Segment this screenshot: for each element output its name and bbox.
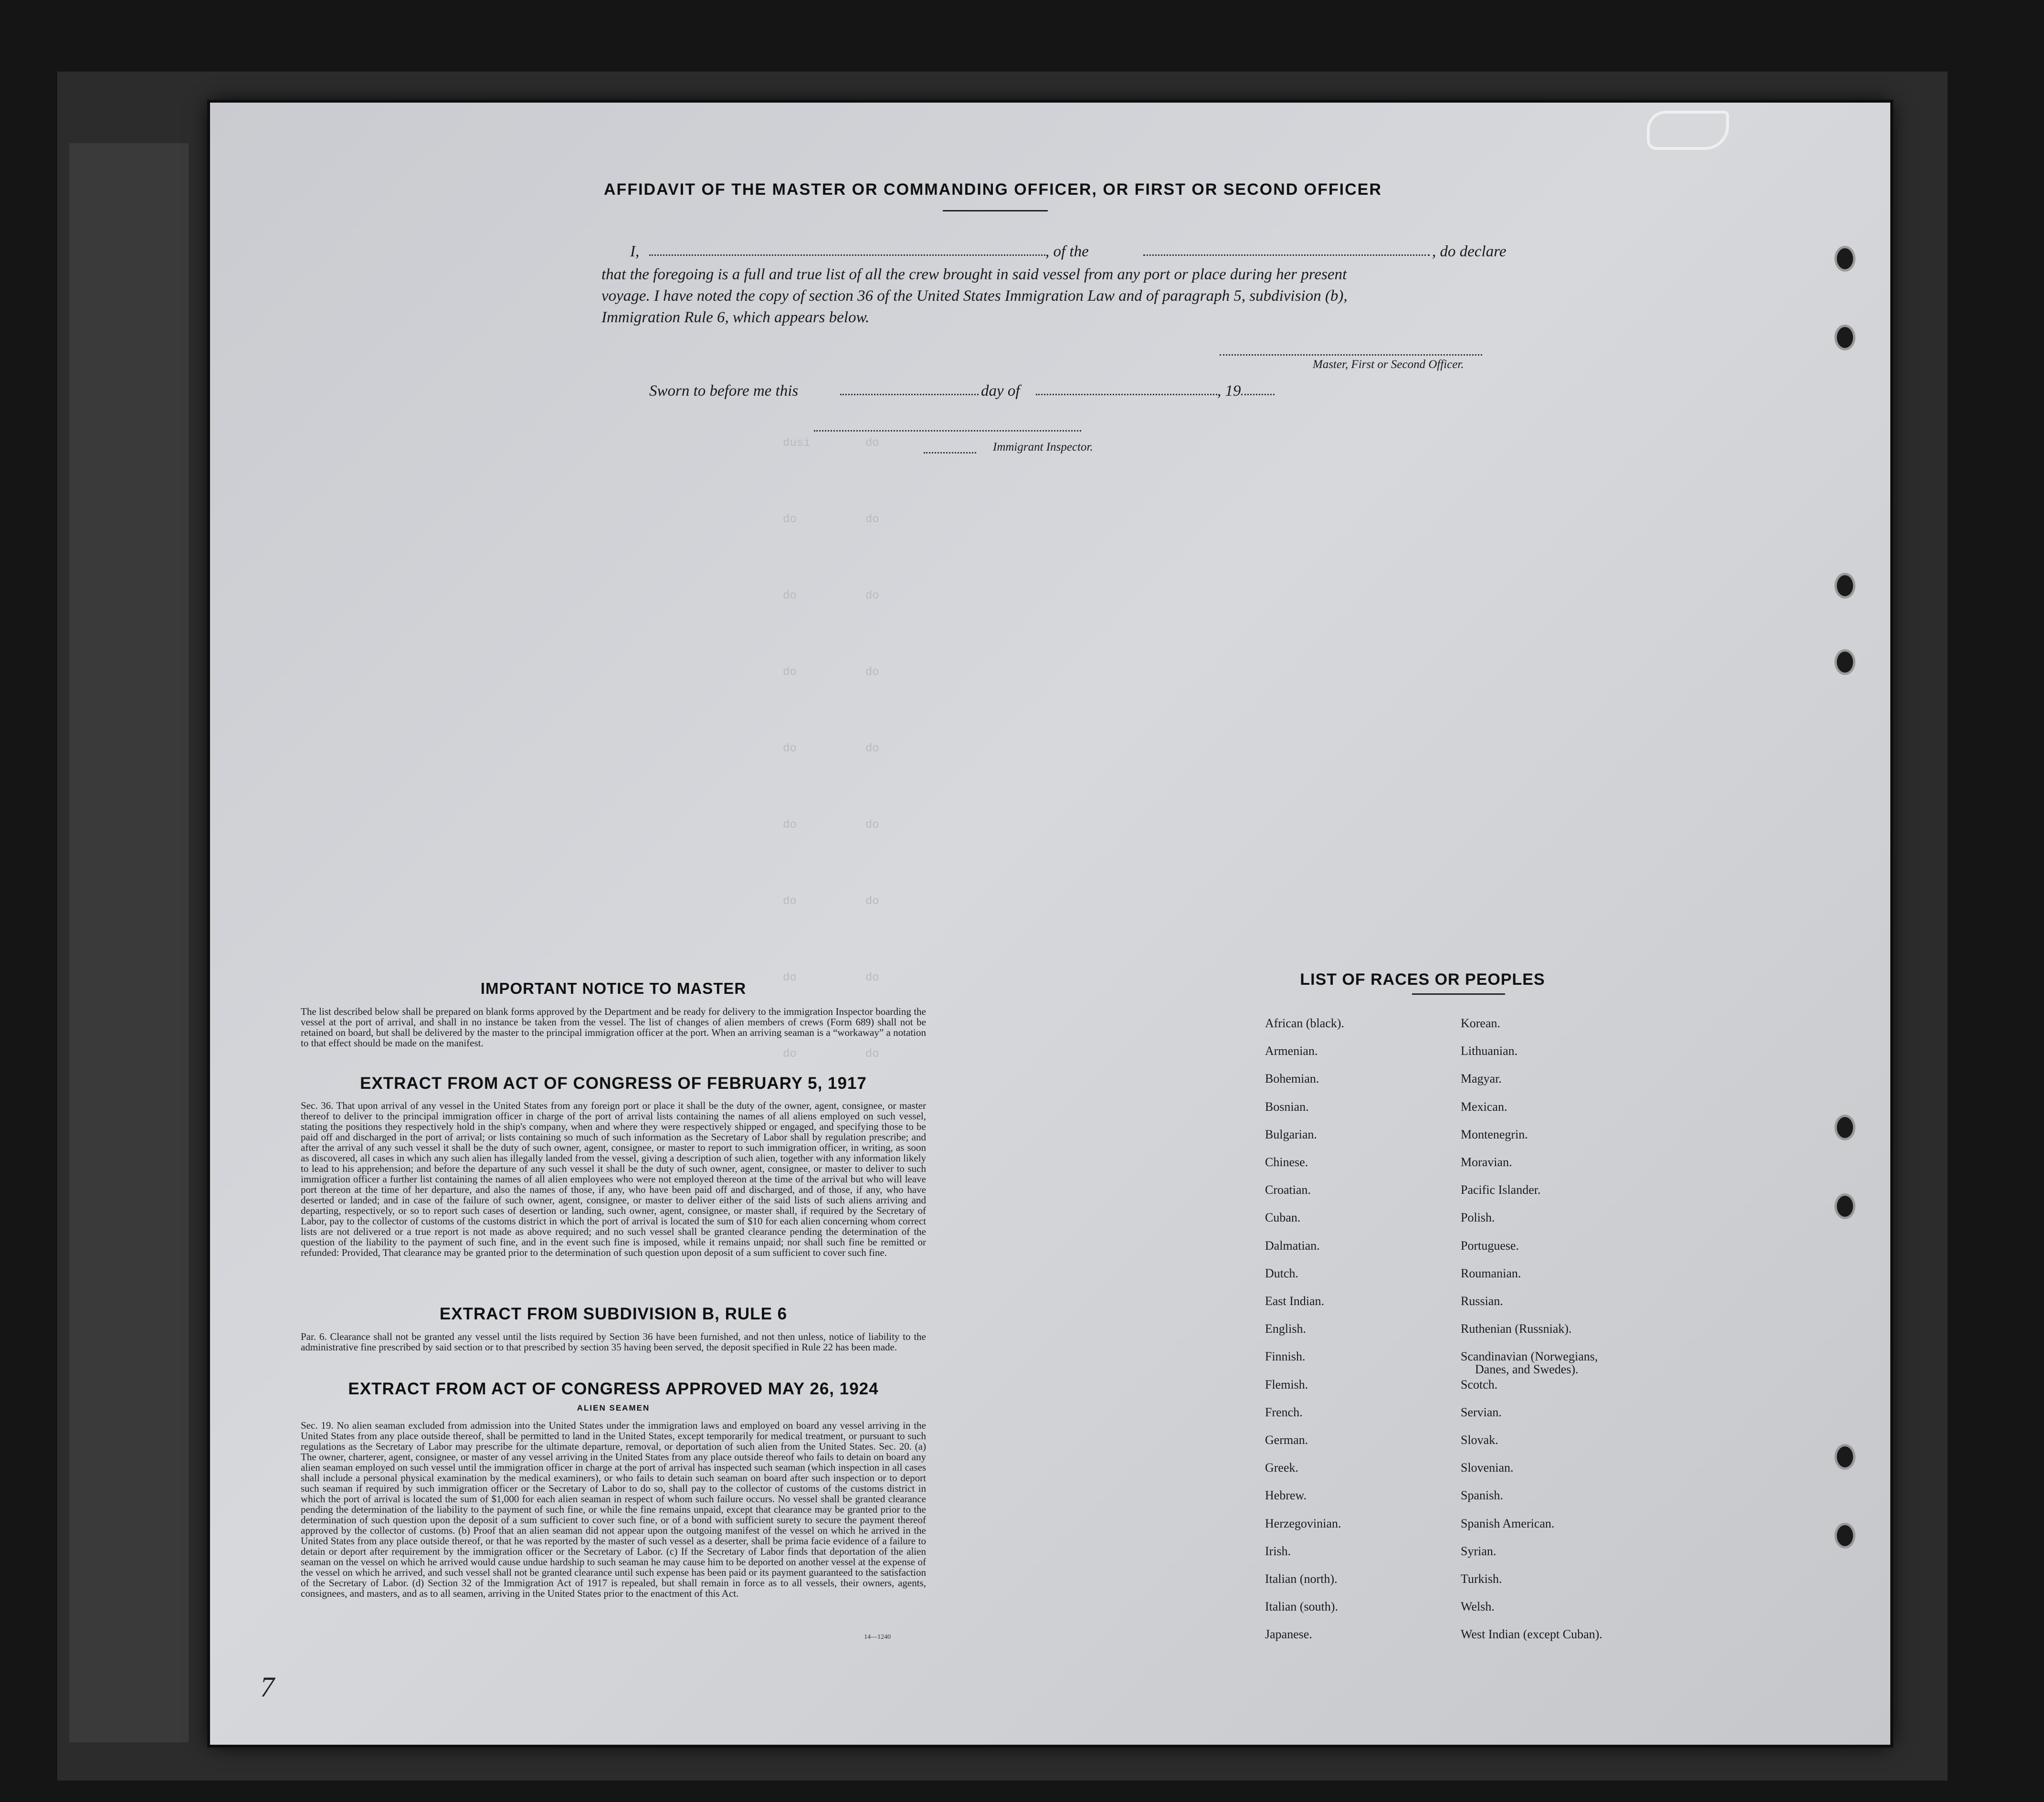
race-item: Scandinavian (Norwegians, xyxy=(1461,1349,1598,1364)
race-item: Polish. xyxy=(1461,1211,1495,1225)
affidavit-line2: that the foregoing is a full and true list of all the crew brought in said vessel from any port or place during her present xyxy=(601,266,1347,283)
underlying-page-edge xyxy=(69,143,189,1742)
race-item: Armenian. xyxy=(1265,1044,1318,1058)
race-item: Syrian. xyxy=(1461,1544,1496,1558)
punch-hole xyxy=(1834,1193,1855,1219)
race-item: English. xyxy=(1265,1322,1306,1336)
extract-1917-title: EXTRACT FROM ACT OF CONGRESS OF FEBRUARY 5, 1917 xyxy=(360,1074,867,1093)
races-title-underline xyxy=(1412,993,1505,995)
punch-hole xyxy=(1834,325,1855,350)
race-item: Roumanian. xyxy=(1461,1266,1521,1280)
sworn-prefix: Sworn to before me this xyxy=(649,382,799,400)
race-item: East Indian. xyxy=(1265,1294,1325,1308)
title-underline xyxy=(943,210,1048,211)
race-item: Cuban. xyxy=(1265,1211,1301,1225)
race-item: Finnish. xyxy=(1265,1349,1306,1364)
race-item: Croatian. xyxy=(1265,1183,1311,1197)
master-signature-line xyxy=(1220,354,1482,356)
notice-title: IMPORTANT NOTICE TO MASTER xyxy=(480,980,747,997)
punch-hole xyxy=(1834,1444,1855,1470)
vessel-name-field xyxy=(1143,254,1430,256)
race-item: Pacific Islander. xyxy=(1461,1183,1541,1197)
sworn-month-field xyxy=(1036,394,1217,395)
race-item: Slovenian. xyxy=(1461,1461,1514,1475)
race-item: West Indian (except Cuban). xyxy=(1461,1627,1602,1642)
race-item: Lithuanian. xyxy=(1461,1044,1518,1058)
race-item: Servian. xyxy=(1461,1405,1502,1419)
race-item: Mexican. xyxy=(1461,1099,1507,1114)
punch-hole xyxy=(1834,1523,1855,1549)
race-item: Magyar. xyxy=(1461,1072,1502,1086)
extract-1924-body: Sec. 19. No alien seaman excluded from admission into the United States under the immigration laws and employed on board any vessel arriving in the United States from any place outside thereof, shall be permitted to land in the United States, except temporarily for medical treatment, or pursuant to such regulations as the Secretary of Labor may prescribe for the ultimate departure, removal, or deportation of such alien from the United States. Sec. 20. (a) The owner, charterer, agent, consignee, or master of any vessel arriving in the United States from any place outside thereof who fails to detain on board any alien seaman employed on such vessel until the immigration officer in charge at the port of arrival has inspected such seaman (which inspection in all cases shall include a personal physical examination by the medical examiners), or who fails to detain such seaman on board after such inspection or to deport such seaman if required by such immigration officer or the Secretary of Labor to do so, shall pay to the collector of customs of the customs district in which the port of arrival is located the sum of $1,000 for each alien seaman in respect of whom such failure occurs. No vessel shall be granted clearance pending the determination of the liability to the payment of such fine, or while the fine remains unpaid, except that clearance may be granted prior to the determination of such question upon the deposit of a sum sufficient to cover such fine, or of a bond with sufficient surety to secure the payment thereof approved by the collector of customs. (b) Proof that an alien seaman did not appear upon the outgoing manifest of the vessel on which he arrived in the United States from any place outside thereof, or that he was reported by the master of such vessel as a deserter, shall be prima facie evidence of a failure to detain or deport after requirement by the immigration officer or the Secretary of Labor. (c) If the Secretary of Labor finds that deportation of the alien seaman on the vessel on which he arrived would cause undue hardship to such seaman he may cause him to be deported on another vessel at the expense of the vessel on which he arrived, and such vessel shall not be granted clearance until such expense has been paid or its payment guaranteed to the satisfaction of the Secretary of Labor. (d) Section 32 of the Immigration Act of 1917 is repealed, but shall remain in force as to all vessels, their owners, agents, consignees, and masters, and as to all seamen, arriving in the United States prior to the enactment of this Act. xyxy=(301,1420,926,1599)
affidavit-line1-middle: , of the xyxy=(1045,243,1089,260)
sworn-year-label: , 19 xyxy=(1217,382,1241,400)
race-item: Dalmatian. xyxy=(1265,1238,1320,1253)
punch-hole xyxy=(1834,649,1855,675)
extract-1924-title: EXTRACT FROM ACT OF CONGRESS APPROVED MAY 26, 1924 xyxy=(348,1380,879,1398)
affidavit-title: AFFIDAVIT OF THE MASTER OR COMMANDING OFFICER, OR FIRST OR SECOND OFFICER xyxy=(604,180,1382,199)
corner-scribble xyxy=(1647,111,1729,150)
race-item: Flemish. xyxy=(1265,1377,1308,1391)
race-item: Irish. xyxy=(1265,1544,1291,1558)
race-item: German. xyxy=(1265,1433,1308,1447)
extract-rule6-title: EXTRACT FROM SUBDIVISION B, RULE 6 xyxy=(439,1305,788,1323)
sworn-day-label: day of xyxy=(981,382,1020,400)
inspector-signature-line xyxy=(814,430,1081,432)
affidavit-line4: Immigration Rule 6, which appears below. xyxy=(601,309,870,326)
race-item: Greek. xyxy=(1265,1461,1299,1475)
race-item: Dutch. xyxy=(1265,1266,1299,1280)
race-item: Russian. xyxy=(1461,1294,1503,1308)
race-item: Italian (north). xyxy=(1265,1572,1338,1586)
race-item: Bulgarian. xyxy=(1265,1127,1317,1141)
affidavit-line3: voyage. I have noted the copy of section 36 of the United States Immigration Law and of paragraph 5, subdivision (b), xyxy=(601,287,1348,305)
form-number: 14—1240 xyxy=(864,1633,891,1641)
inspector-prefix-line xyxy=(924,452,976,453)
races-title: LIST OF RACES OR PEOPLES xyxy=(1300,970,1545,989)
race-item: Portuguese. xyxy=(1461,1238,1519,1253)
race-item: Danes, and Swedes). xyxy=(1475,1362,1579,1377)
race-item: Spanish. xyxy=(1461,1488,1503,1503)
race-item: Chinese. xyxy=(1265,1155,1308,1169)
master-signature-label: Master, First or Second Officer. xyxy=(1313,358,1464,371)
race-item: African (black). xyxy=(1265,1016,1345,1030)
race-item: Turkish. xyxy=(1461,1572,1502,1586)
race-item: Slovak. xyxy=(1461,1433,1498,1447)
punch-hole xyxy=(1834,246,1855,272)
race-item: Montenegrin. xyxy=(1461,1127,1528,1141)
race-item: Herzegovinian. xyxy=(1265,1516,1341,1530)
race-item: Bohemian. xyxy=(1265,1072,1319,1086)
sworn-day-field xyxy=(840,394,979,395)
race-item: Welsh. xyxy=(1461,1600,1495,1614)
handwritten-margin-mark: 7 xyxy=(260,1671,274,1703)
inspector-signature-label: Immigrant Inspector. xyxy=(993,441,1093,453)
race-item: French. xyxy=(1265,1405,1303,1419)
notice-body: The list described below shall be prepared on blank forms approved by the Department and be ready for delivery to the immigration Inspector boarding the vessel at the port of arrival, and shall in no instance be taken from the vessel. The list of changes of alien members of crews (Form 689) shall not be retained on board, but shall be delivered by the master to the principal immigration officer at the port. When an arriving seaman is a “workaway” a notation to that effect should be made on the manifest. xyxy=(301,1006,926,1049)
race-item: Bosnian. xyxy=(1265,1099,1309,1114)
punch-hole xyxy=(1834,1115,1855,1140)
sworn-year-field xyxy=(1241,394,1275,395)
race-item: Spanish American. xyxy=(1461,1516,1555,1530)
affidavit-line1-prefix: I, xyxy=(630,243,640,260)
affidavit-line1-suffix: , do declare xyxy=(1432,243,1507,260)
extract-1924-subtitle: ALIEN SEAMEN xyxy=(577,1403,650,1412)
race-item: Hebrew. xyxy=(1265,1488,1307,1503)
race-item: Ruthenian (Russniak). xyxy=(1461,1322,1572,1336)
race-item: Moravian. xyxy=(1461,1155,1512,1169)
extract-1917-body: Sec. 36. That upon arrival of any vessel in the United States from any foreign port or place it shall be the duty of the owner, agent, consignee, or master thereof to deliver to the principal immigration officer in charge of the port of arrival lists containing the names of all aliens employed on such vessel, stating the positions they respectively hold in the ship's company, when and where they were respectively shipped or engaged, and specifying those to be paid off and discharged in the port of arrival; or lists containing so much of such information as the Secretary of Labor shall by regulation prescribe; and after the arrival of any such vessel it shall be the duty of such owner, agent, consignee, or master to report to such immigration officer, in writing, as soon as discovered, all cases in which any such alien has illegally landed from the vessel, giving a description of such alien, together with any information likely to lead to his apprehension; and before the departure of any such vessel it shall be the duty of such owner, agent, consignee, or master to deliver to such immigration officer a further list containing the names of all alien employees who were not employed thereon at the time of the arrival but who will leave port thereon at the time of her departure, and also the names of those, if any, who have been paid off and discharged, and of those, if any, who have deserted or landed; and in case of the failure of such owner, agent, consignee, or master to deliver either of the said lists of such aliens arriving and departing, respectively, or so to report such cases of desertion or landing, such owner, agent, consignee, or master shall, if required by the Secretary of Labor, pay to the collector of customs of the customs district in which the port of arrival is located the sum of $10 for each alien concerning whom correct lists are not delivered or a true report is not made as above required; and no such vessel shall be granted clearance pending the determination of the question of the liability to the payment of such fine, and in the event such fine is imposed, while it remains unpaid; nor shall such fine be remitted or refunded: Provided, That clearance may be granted prior to the determination of such question upon deposit of a sum sufficient to cover such fine. xyxy=(301,1100,926,1258)
document-page: dusi do do do do do do do do do do do do do do do do do AFFIDAVIT OF THE MASTER OR COMMANDING OFFICER, OR FIRST OR SECOND OFFICER I, , of the , do declare that the foregoing is a full and true list of all the crew brought in said vessel from any port or place during her present voyage. I have noted the copy of section 36 of the United States Immigration Law and of paragraph 5, subdivision (b), Immigration Rule 6, which appears below. Master, First or Second Officer. Sworn to before me this day of , 19 Immigrant Inspector. IMPORTANT NOTICE TO MASTER The list described below shall be prepared on blank forms approved by the Department and be ready for delivery to the immigration Inspector boarding the vessel at the port of arrival, and shall in no instance be taken from the vessel. The list of changes of alien members of crews (Form 689) shall not be retained on board, but shall be delivered by the master to the principal immigration officer at the port. When an arriving seaman is a “workaway” a notation to that effect should be made on the manifest. EXTRACT FROM ACT OF CONGRESS OF FEBRUARY 5, 1917 Sec. 36. That upon arrival of any vessel in the United States from any foreign port or place it shall be the duty of the owner, agent, consignee, or master thereof to deliver to the principal immigration officer in charge of the port of arrival lists containing the names of all aliens employed on such vessel, stating the positions they respectively hold in the ship's company, when and where they were respectively shipped or engaged, and specifying those to be paid off and discharged in the port of arrival; or lists containing so much of such information as the Secretary of Labor shall by regulation prescribe; and after the arrival of any such vessel it shall be the duty of such owner, agent, consignee, or master to report to such immigration officer, in writing, as soon as discovered, all cases in which any such alien has illegally landed from the vessel, giving a description of such alien, together with any information likely to lead to his apprehension; and before the departure of any such vessel it shall be the duty of such owner, agent, consignee, or master to deliver to such immigration officer a further list containing the names of all alien employees who were not employed thereon at the time of the arrival but who will leave port thereon at the time of her departure, and also the names of those, if any, who have been paid off and discharged, and of those, if any, who have deserted or landed; and in case of the failure of such owner, agent, consignee, or master to deliver either of the said lists of such aliens arriving and departing, respectively, or so to report such cases of desertion or landing, such owner, agent, consignee, or master shall, if required by the Secretary of Labor, pay to the collector of customs of the customs district in which the port of arrival is located the sum of $10 for each alien concerning whom correct lists are not delivered or a true report is not made as above required; and no such vessel shall be granted clearance pending the determination of the question of the liability to the payment of such fine, and in the event such fine is imposed, while it remains unpaid; nor shall such fine be remitted or refunded: Provided, That clearance may be granted prior to the determination of such question upon deposit of a sum sufficient to cover such fine. EXTRACT FROM SUBDIVISION B, RULE 6 Par. 6. Clearance shall not be granted any vessel until the lists required by Section 36 have been furnished, and not then unless, notice of liability to the administrative fine prescribed by said section or to that prescribed by section 35 having been served, the deposit specified in Rule 22 has been made. EXTRACT FROM ACT OF CONGRESS APPROVED MAY 26, 1924 ALIEN SEAMEN Sec. 19. No alien seaman excluded from admission into the United States under the immigration laws and employed on board any vessel arriving in the United States from any place outside thereof, shall be permitted to land in the United States, except temporarily for medical treatment, or pursuant to such regulations as the Secretary of Labor may prescribe for the ultimate departure, removal, or deportation of such alien from the United States. Sec. 20. (a) The owner, charterer, agent, consignee, or master of any vessel arriving in the United States from any place outside thereof who fails to detain on board any alien seaman employed on such vessel until the immigration officer in charge at the port of arrival has inspected such seaman (which inspection in all cases shall include a personal physical examination by the medical examiners), or who fails to detain such seaman on board after such inspection or to deport such seaman if required by such immigration officer or the Secretary of Labor to do so, shall pay to the collector of customs of the customs district in which the port of arrival is located the sum of $1,000 for each alien seaman in respect of whom such failure occurs. No vessel shall be granted clearance pending the determination of the liability to the payment of such fine, or while the fine remains unpaid, except that clearance may be granted prior to the determination of such question upon the deposit of a sum sufficient to cover such fine, or of a bond with sufficient surety to secure the payment thereof approved by the collector of customs. (b) Proof that an alien seaman did not appear upon the outgoing manifest of the vessel on which he arrived in the United States from any place outside thereof, or that he was reported by the master of such vessel as a deserter, shall be prima facie evidence of a failure to detain or deport after requirement by the immigration officer or the Secretary of Labor. (c) If the Secretary of Labor finds that deportation of the alien seaman on the vessel on which he arrived would cause undue hardship to such seaman he may cause him to be deported on another vessel at the expense of the vessel on which he arrived, and such vessel shall not be granted clearance until such expense has been paid or its payment guaranteed to the satisfaction of the Secretary of Labor. (d) Section 32 of the Immigration Act of 1917 is repealed, but shall remain in force as to all vessels, their owners, agents, consignees, and masters, and as to all seamen, arriving in the United States prior to the enactment of this Act. 14—1240 LIST OF RACES OR PEOPLES 7 African (black). Armenian. Bohemian. Bosnian. Bulgarian. Chinese. Croatian. Cuban. Dalmatian. Dutch. East Indian. English. Finnish. Flemish. French. German. Greek. Hebrew. Herzegovinian. Irish. Italian (north). Italian (south). Japanese. Korean. Lithuanian. Magyar. Mexican. Montenegrin. Moravian. Pacific Islander. Polish. Portuguese. Roumanian. Russian. Ruthenian (Russniak). Scandinavian (Norwegians, Danes, and Swedes). Scotch. Servian. Slovak. Slovenian. Spanish. Spanish American. Syrian. Turkish. Welsh. West Indian (except Cuban). xyxy=(210,103,1890,1745)
extract-rule6-body: Par. 6. Clearance shall not be granted any vessel until the lists required by Section 36 have been furnished, and not then unless, notice of liability to the administrative fine prescribed by said section or to that prescribed by section 35 having been served, the deposit specified in Rule 22 has been made. xyxy=(301,1331,926,1353)
race-item: Japanese. xyxy=(1265,1627,1312,1642)
punch-hole xyxy=(1834,573,1855,599)
officer-name-field xyxy=(649,254,1045,256)
race-item: Korean. xyxy=(1461,1016,1501,1030)
race-item: Scotch. xyxy=(1461,1377,1498,1391)
race-item: Italian (south). xyxy=(1265,1600,1338,1614)
